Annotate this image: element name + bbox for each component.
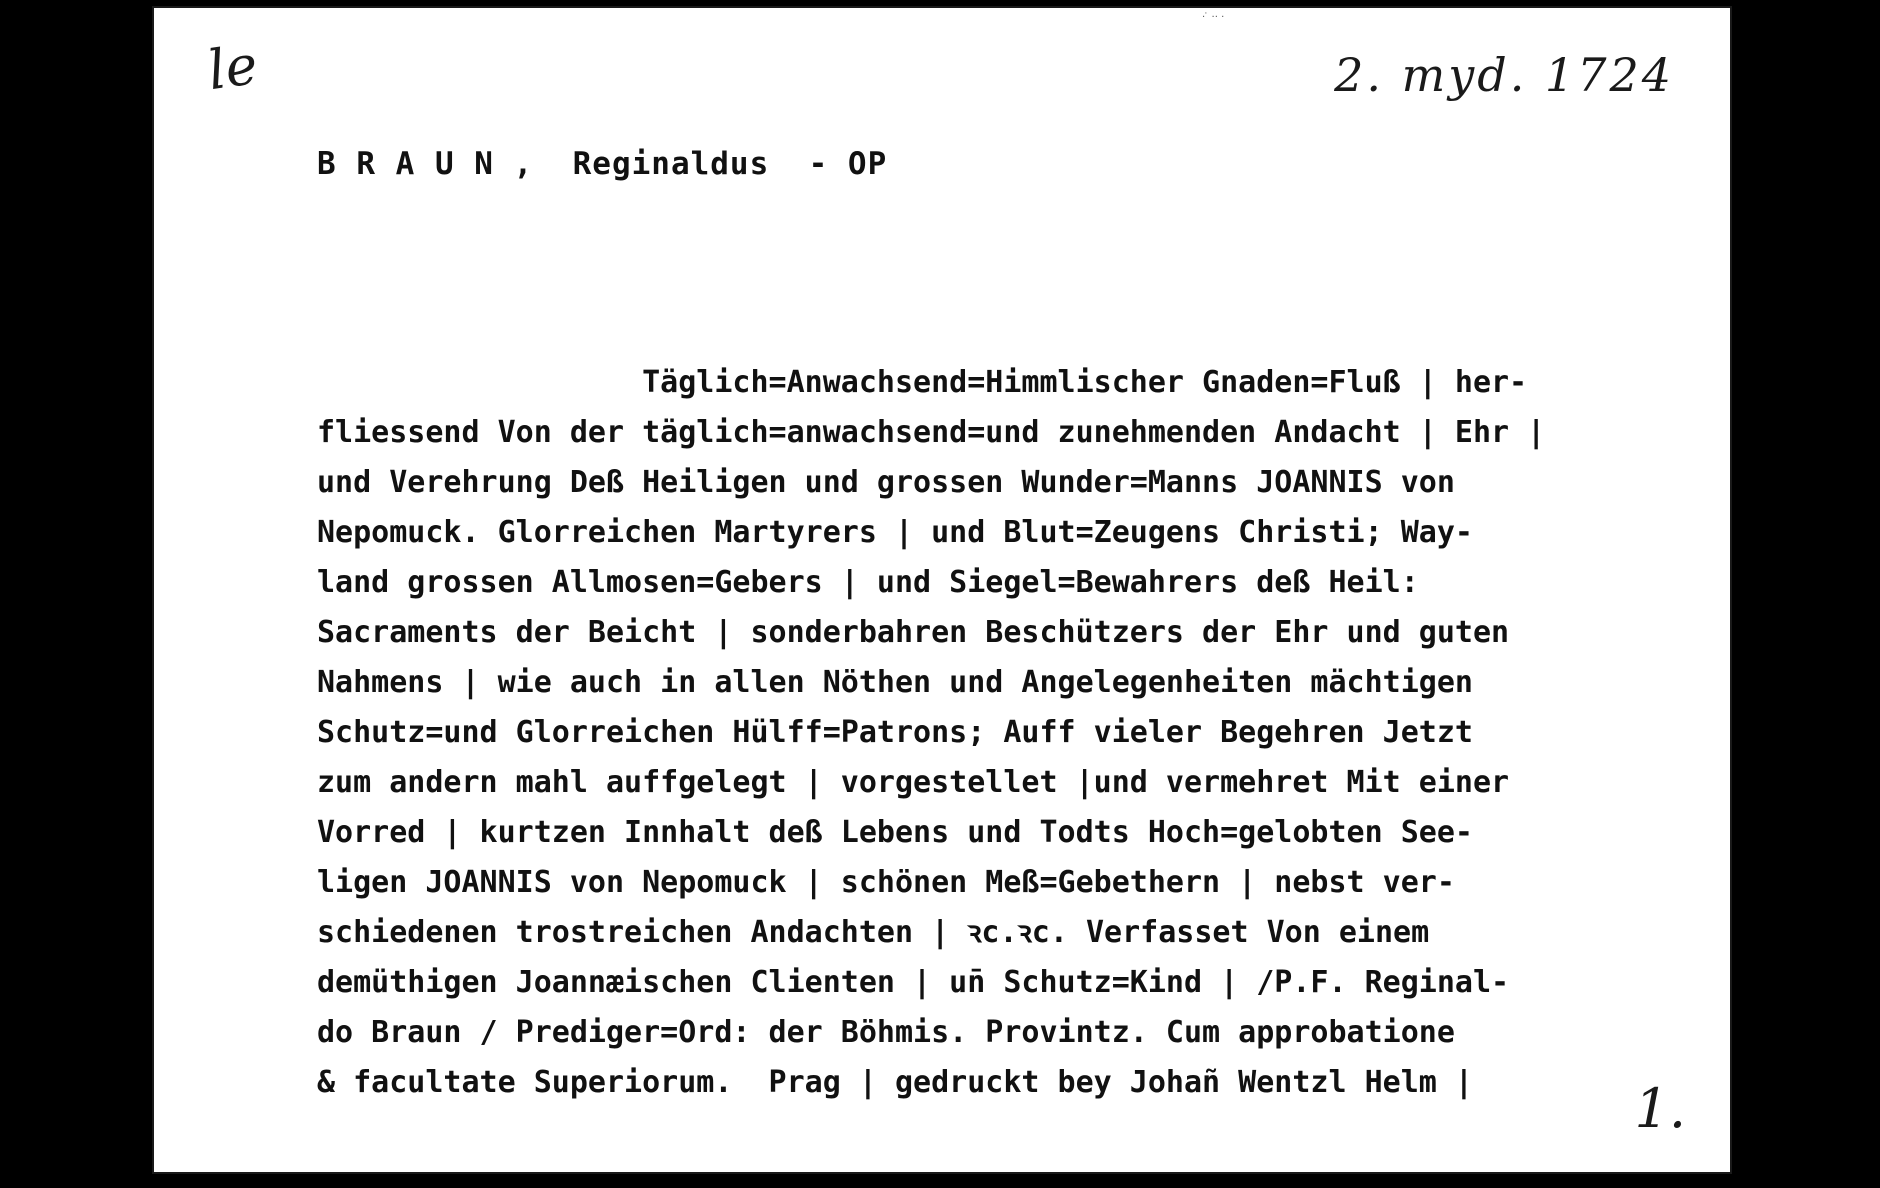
text-line: und Verehrung Deß Heiligen und grossen Wunder=Manns JOANNIS von	[317, 465, 1455, 500]
text-line: Vorred | kurtzen Innhalt deß Lebens und Todts Hoch=gelobten See-	[317, 815, 1473, 850]
scan-specks: · ̇ ·· ·	[1202, 12, 1225, 23]
text-line: zum andern mahl auffgelegt | vorgestellet |und vermehret Mit einer	[317, 765, 1510, 800]
text-line: land grossen Allmosen=Gebers | und Siegel=Bewahrers deß Heil:	[317, 565, 1419, 600]
handwritten-mark: le	[203, 32, 262, 103]
text-line: Täglich=Anwachsend=Himmlischer Gnaden=Fluß | her-	[317, 365, 1528, 400]
entry-heading: B R A U N , Reginaldus - OP	[317, 146, 888, 182]
text-line: Nepomuck. Glorreichen Martyrers | und Blut=Zeugens Christi; Way-	[317, 515, 1473, 550]
text-line: Schutz=und Glorreichen Hülff=Patrons; Auff vieler Begehren Jetzt	[317, 715, 1473, 750]
text-line: Nahmens | wie auch in allen Nöthen und Angelegenheiten mächtigen	[317, 665, 1473, 700]
text-line: demüthigen Joannæischen Clienten | un̄ Schutz=Kind | /P.F. Reginal-	[317, 965, 1510, 1000]
text-line: Sacraments der Beicht | sonderbahren Beschützers der Ehr und guten	[317, 615, 1510, 650]
title-transcription	[317, 358, 1717, 1108]
text-line: schiedenen trostreichen Andachten | ꝛc.ꝛc. Verfasset Von einem	[317, 915, 1430, 950]
catalog-card	[152, 6, 1732, 1174]
text-line: fliessend Von der täglich=anwachsend=und zunehmenden Andacht | Ehr |	[317, 415, 1546, 450]
text-line: do Braun / Prediger=Ord: der Böhmis. Provintz. Cum approbatione	[317, 1015, 1455, 1050]
text-line: & facultate Superiorum. Prag | gedruckt bey Johañ Wentzl Helm |	[317, 1065, 1473, 1100]
handwritten-date-note: 2. myd. 1724	[1334, 48, 1674, 102]
text-line: ligen JOANNIS von Nepomuck | schönen Meß=Gebethern | nebst ver-	[317, 865, 1455, 900]
handwritten-page-number: 1.	[1634, 1077, 1686, 1140]
